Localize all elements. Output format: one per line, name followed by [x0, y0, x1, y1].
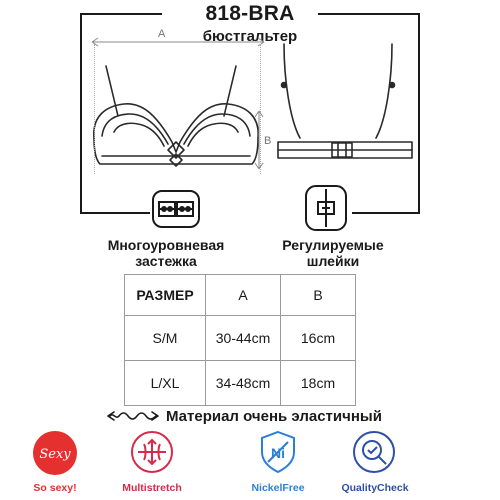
- nickel-free-badge-icon: [254, 428, 302, 476]
- table-header-row: [125, 275, 356, 316]
- hook-and-eye-closure-icon: [150, 188, 202, 230]
- frame-left-edge: [80, 13, 82, 213]
- product-type: бюстгальтер: [202, 28, 298, 45]
- table-cell: 16cm: [281, 316, 356, 361]
- product-code: 818-BRA: [205, 2, 295, 25]
- table-cell: 30-44cm: [206, 316, 281, 361]
- adjustable-strap-icon: [303, 183, 349, 233]
- badge-label-multistretch: Multistretch: [122, 482, 182, 494]
- sexy-badge-text: Sexy: [39, 447, 71, 462]
- adjustable-straps-label: Регулируемые шлейки: [282, 237, 384, 269]
- table-cell: 18cm: [281, 361, 356, 406]
- bra-back-view-illustration: [270, 40, 420, 175]
- dimension-a-guide-left: [94, 44, 95, 174]
- size-table: [124, 274, 356, 406]
- table-header-cell: РАЗМЕР: [125, 275, 206, 316]
- frame-corner-top-left: [80, 13, 162, 15]
- table-cell: 34-48cm: [206, 361, 281, 406]
- multistretch-badge-icon: [128, 428, 176, 476]
- elastic-material-note: Материал очень эластичный: [166, 408, 382, 425]
- stretch-arrows-icon: [106, 409, 160, 423]
- nickel-free-badge-text: Ni: [271, 445, 285, 461]
- dimension-b-label: B: [264, 135, 272, 147]
- table-header-cell: B: [281, 275, 356, 316]
- badge-label-nickel-free: NickelFree: [251, 482, 305, 494]
- badge-label-quality-check: QualityCheck: [341, 482, 409, 494]
- dimension-a-label: A: [158, 28, 166, 40]
- frame-corner-top-right: [318, 13, 420, 15]
- frame-corner-bottom-right: [352, 212, 420, 214]
- multilevel-closure-label: Многоуровневая застежка: [107, 237, 225, 269]
- table-row: [125, 316, 356, 361]
- table-header-cell: A: [206, 275, 281, 316]
- quality-check-badge-icon: [350, 428, 398, 476]
- frame-corner-bottom-left: [80, 212, 150, 214]
- sexy-badge-icon: [32, 430, 78, 476]
- table-cell: S/M: [125, 316, 206, 361]
- badge-label-so-sexy: So sexy!: [33, 482, 77, 494]
- bra-front-view-illustration: [84, 28, 270, 188]
- dimension-a-line: [88, 36, 268, 48]
- table-row: [125, 361, 356, 406]
- table-cell: L/XL: [125, 361, 206, 406]
